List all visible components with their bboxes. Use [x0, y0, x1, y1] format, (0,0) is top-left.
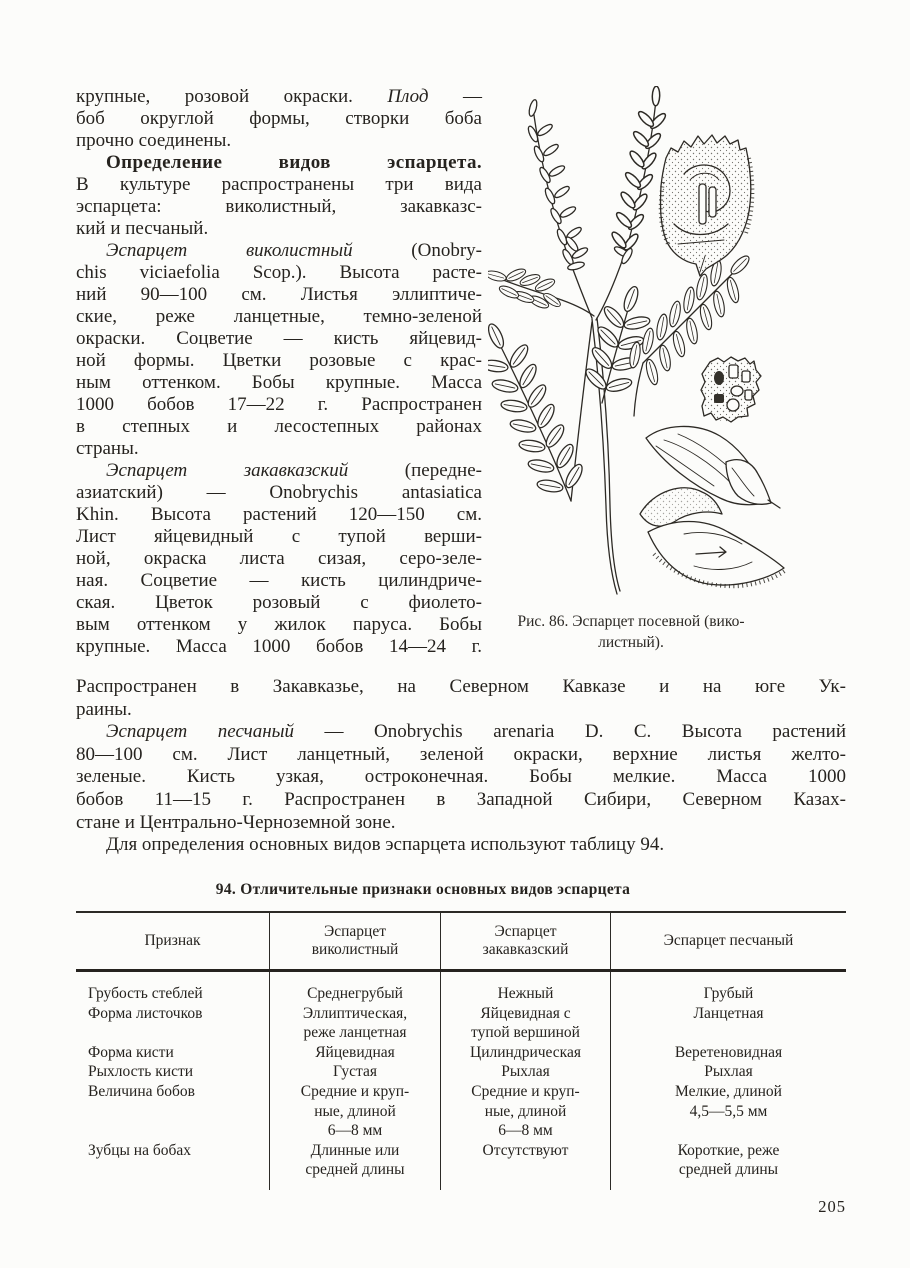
large-pod-drawing	[661, 135, 753, 276]
text-line: в степных и лесостепных районах	[76, 416, 482, 437]
table-cell-line	[615, 1023, 842, 1043]
table-cell-line: Грубый	[703, 985, 754, 1002]
text-line: Khin. Высота растений 120—150 см.	[76, 504, 482, 525]
table-cell-line: Отсутствуют	[482, 1141, 569, 1159]
table-cell-line: Форма кисти	[88, 1043, 174, 1061]
table-cell-line: Короткие, реже	[677, 1141, 780, 1159]
table-column-priznak	[76, 972, 269, 1190]
table-header-row	[76, 913, 846, 972]
table-cell-line: Длинные или	[310, 1141, 400, 1159]
table-cell-line: Среднегрубый	[307, 985, 403, 1002]
text-line: зеленые. Кисть узкая, остроконечная. Бобы мелкие. Масса 1000	[76, 766, 846, 788]
table-column-peschany	[610, 972, 846, 1190]
text-line: стане и Центрально-Черноземной зоне.	[76, 811, 396, 833]
text-line: азиатский) — Onobrychis antasiatica	[76, 482, 482, 503]
text-line: ские, реже ланцетные, темно-зеленой	[76, 306, 482, 327]
text-line: страны.	[76, 438, 139, 459]
text-line: 80—100 см. Лист ланцетный, зеленой окраски, верхние листья желто-	[76, 743, 846, 765]
text-line: ная. Соцветие — кисть цилиндриче-	[76, 570, 482, 591]
text-line: Эспарцет песчаный — Onobrychis arenaria D. C. Высота растений	[106, 721, 846, 743]
table-cell-line	[88, 1160, 265, 1180]
figure-caption-line-1: Рис. 86. Эспарцет посевной (вико-	[517, 613, 745, 630]
table-header-peschany	[610, 913, 846, 969]
text-line: Эспарцет виколистный (Onobry-	[106, 240, 482, 261]
text-line: кий и песчаный.	[76, 218, 209, 239]
botanical-illustration	[488, 86, 888, 601]
table-cell-line	[88, 1023, 265, 1043]
small-pod-drawing	[701, 357, 761, 422]
table-cell-line: ные, длиной	[314, 1102, 396, 1120]
table-cell-line: Яйцевидная	[315, 1043, 395, 1061]
table-cell-line: реже ланцетная	[303, 1024, 407, 1042]
table-cell-line: ные, длиной	[484, 1102, 567, 1120]
text-line: крупные. Масса 1000 бобов 14—24 г.	[76, 636, 482, 657]
table-cell-line: Рыхлая	[704, 1063, 753, 1081]
table-header-line: закавказский	[482, 941, 569, 958]
table-cell-line: средней длины	[305, 1161, 405, 1179]
table-cell-line: Форма листочков	[88, 1004, 203, 1022]
table-body	[76, 972, 846, 1190]
table-cell-line: Рыхлость кисти	[88, 1063, 194, 1081]
table-cell-line: Мелкие, длиной	[675, 1082, 782, 1100]
text-line: эспарцета: виколистный, закавказс-	[76, 196, 482, 217]
table-cell-line: Ланцетная	[693, 1004, 764, 1022]
species-comparison-table	[76, 911, 846, 1190]
text-line: Определение видов эспарцета.	[106, 152, 482, 173]
table-cell-line: Веретеновидная	[674, 1043, 783, 1061]
table-cell-line	[88, 1121, 265, 1141]
text-line: ний 90—100 см. Листья эллиптиче-	[76, 284, 482, 305]
text-line: Распространен в Закавказье, на Северном Кавказе и на юге Ук-	[76, 676, 846, 697]
text-line: Эспарцет закавказский (передне-	[106, 460, 482, 481]
text-line: окраски. Соцветие — кисть яйцевид-	[76, 328, 482, 349]
table-cell-line	[88, 1102, 265, 1122]
text-line: раины.	[76, 698, 132, 720]
text-line: chis viciaefolia Scop.). Высота расте-	[76, 262, 482, 283]
text-line: ным оттенком. Бобы крупные. Масса	[76, 372, 482, 393]
page-number: 205	[818, 1197, 846, 1216]
left-column-text	[76, 86, 482, 658]
figure-caption-line-2: листный).	[598, 634, 664, 651]
text-line: прочно соединены.	[76, 130, 232, 151]
text-line: ной формы. Цветки розовые с крас-	[76, 350, 482, 371]
table-header-line: Эспарцет песчаный	[663, 932, 794, 949]
text-line: крупные, розовой окраски. Плод —	[76, 86, 483, 107]
table-header-line: виколистный	[311, 941, 399, 958]
text-line: боб округлой формы, створки боба	[76, 108, 482, 129]
text-line: бобов 11—15 г. Распространен в Западной Сибири, Северном Казах-	[76, 788, 846, 810]
table-header-zakavkazsky	[440, 913, 610, 969]
text-line: ной, окраска листа сизая, серо-зеле-	[76, 548, 482, 569]
table-header-line: Признак	[144, 932, 201, 949]
table-cell-line	[445, 1160, 606, 1180]
table-cell-line: средней длины	[678, 1161, 779, 1179]
table-header-line: Эспарцет	[494, 923, 557, 940]
table-title: 94. Отличительные признаки основных видов эспарцета	[215, 881, 631, 898]
pinnate-leaf-left	[488, 322, 585, 494]
table-cell-line: Рыхлая	[501, 1063, 550, 1081]
figure-caption	[478, 611, 784, 653]
full-width-text	[76, 676, 846, 857]
table-column-zakavkazsky	[440, 972, 610, 1190]
table-column-vikolistny	[269, 972, 440, 1190]
table-cell-line: 6—8 мм	[327, 1122, 383, 1140]
table-cell-line: Грубость стеблей	[88, 985, 203, 1002]
table-cell-line: Нежный	[497, 985, 554, 1002]
text-line: ская. Цветок розовый с фиолето-	[76, 592, 482, 613]
table-cell-line: Густая	[333, 1063, 377, 1081]
table-header-priznak	[76, 913, 269, 969]
table-cell-line: Средние и круп-	[471, 1082, 580, 1100]
table-cell-line: Величина бобов	[88, 1082, 195, 1100]
table-cell-line: тупой вершиной	[471, 1024, 580, 1042]
table-cell-line: Эллиптическая,	[302, 1004, 408, 1022]
table-cell-line: Цилиндрическая	[470, 1043, 581, 1061]
flower-spike-right	[610, 86, 668, 265]
text-line: Лист яйцевидный с тупой верши-	[76, 526, 482, 547]
table-header-line: Эспарцет	[324, 923, 386, 940]
table-header-vikolistny	[269, 913, 440, 969]
table-cell-line: Яйцевидная с	[480, 1004, 571, 1022]
table-cell-line: 4,5—5,5 мм	[689, 1102, 768, 1120]
table-cell-line: 6—8 мм	[498, 1122, 553, 1140]
text-line: В культуре распространены три вида	[76, 174, 482, 195]
table-cell-line: Средние и круп-	[300, 1082, 410, 1100]
text-line: Для определения основных видов эспарцета используют таблицу 94.	[106, 834, 665, 856]
text-line: 1000 бобов 17—22 г. Распространен	[76, 394, 482, 415]
text-line: вым оттенком у жилок паруса. Бобы	[76, 614, 482, 635]
table-cell-line: Зубцы на бобах	[88, 1141, 191, 1159]
pinnate-leaf-middle	[583, 285, 651, 394]
table-cell-line	[615, 1121, 842, 1141]
